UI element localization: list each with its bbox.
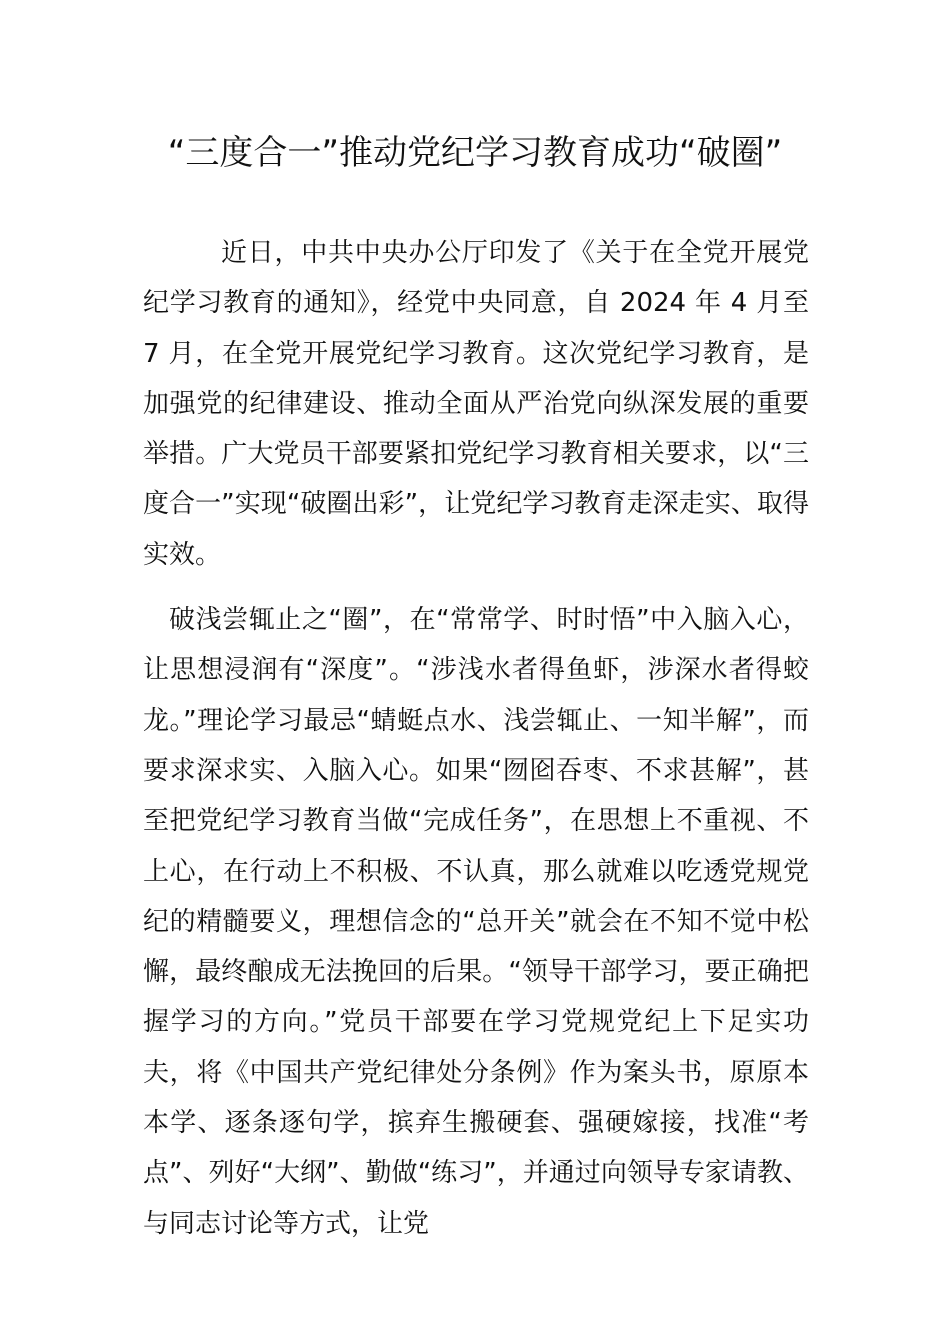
paragraph-depth: 破浅尝辄止之“圈”，在“常常学、时时悟”中入脑入心，让思想浸润有“深度”。“涉浅水者得鱼虾，涉深水者得蛟龙。”理论学习最忌“蜻蜓点水、浅尝辄止、一知半解”，而要求深求实、入脑入心。如果“囫囵吞枣、不求甚解”，甚至把党纪学习教育当做“完成任务”，在思想上不重视、不上心，在行动上不积极、不认真，那么就难以吃透党规党纪的精髓要义，理想信念的“总开关”就会在不知不觉中松懈，最终酿成无法挽回的后果。“领导干部学习，要正确把握学习的方向。”党员干部要在学习党规党纪上下足实功夫，将《中国共产党纪律处分条例》作为案头书，原原本本学、逐条逐句学，摈弃生搬硬套、强硬嫁接，找准“考点”、列好“大纲”、勤做“练习”，并通过向领导专家请教、与同志讨论等方式，让党 <box>143 605 809 1239</box>
document-title: “三度合一”推动党纪学习教育成功“破圈” <box>167 133 783 173</box>
document-body <box>143 228 809 1249</box>
paragraph-intro: 近日，中共中央办公厅印发了《关于在全党开展党纪学习教育的通知》，经党中央同意，自 2024 年 4 月至 7 月，在全党开展党纪学习教育。这次党纪学习教育，是加强党的纪律建设、推动全面从严治党向纵深发展的重要举措。广大党员干部要紧扣党纪学习教育相关要求，以“三度合一”实现“破圈出彩”，让党纪学习教育走深走实、取得实效。 <box>143 238 809 570</box>
